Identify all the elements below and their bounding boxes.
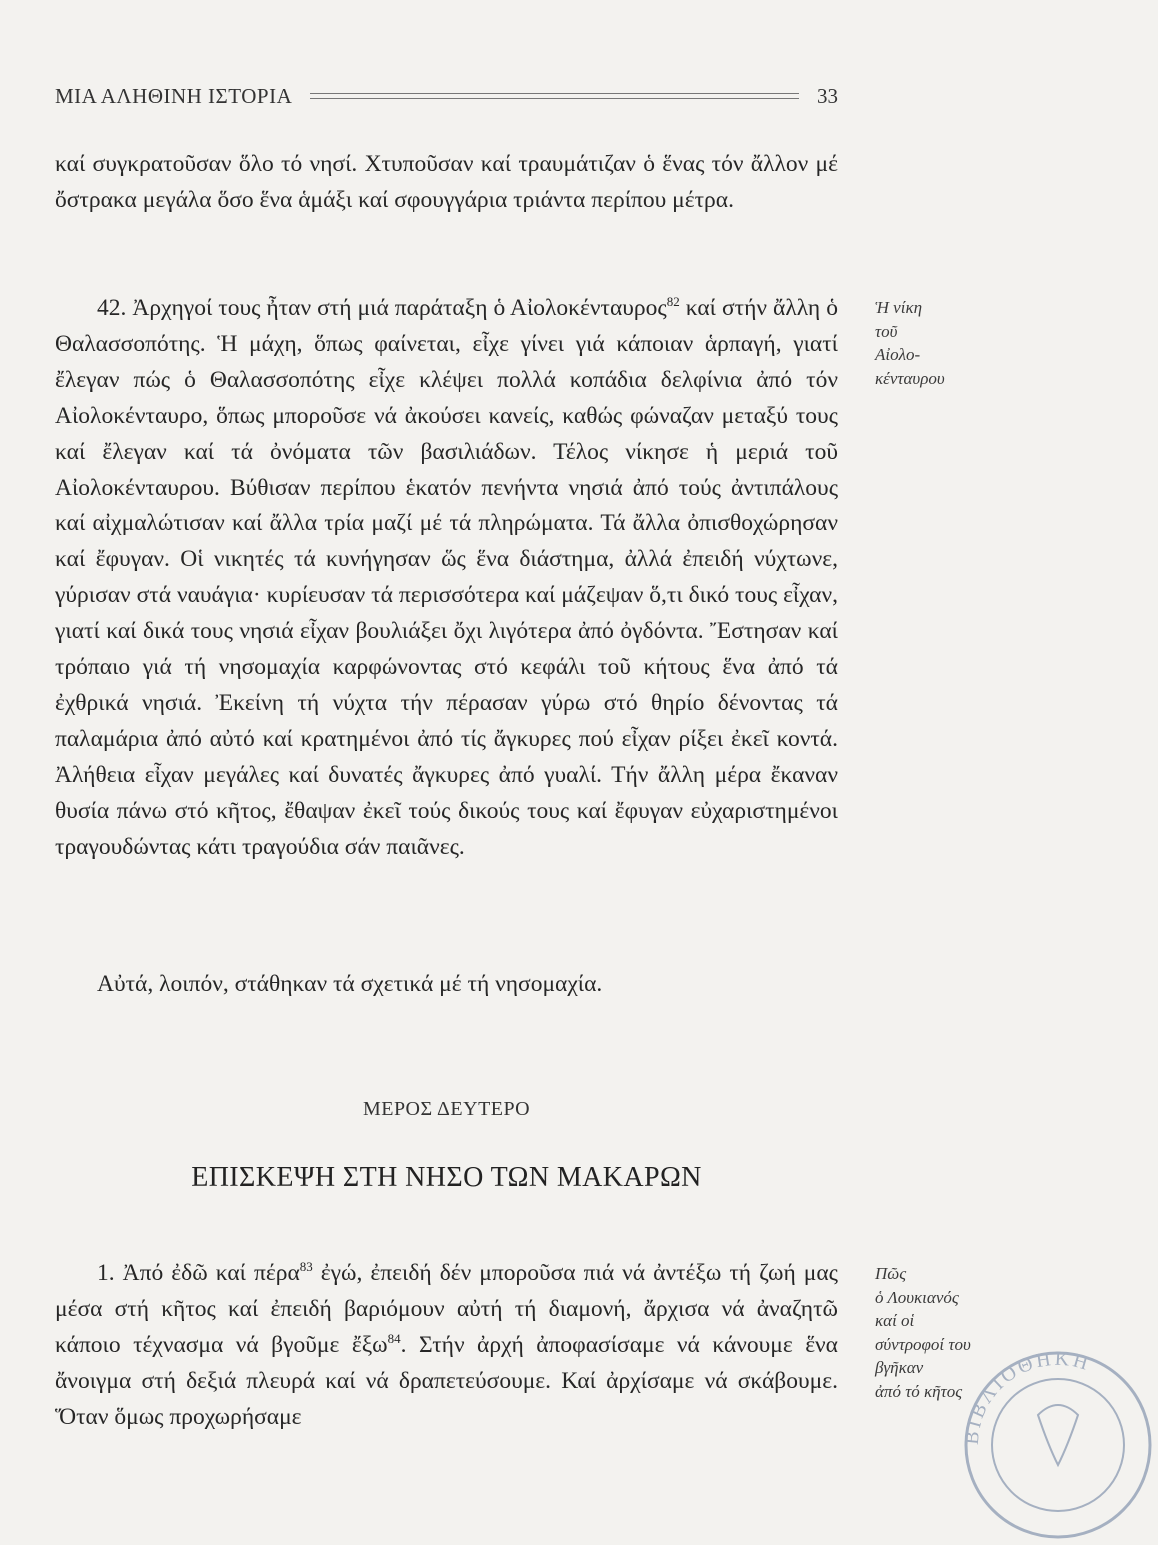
paragraph-closing-text: Αὐτά, λοιπόν, στάθηκαν τά σχετικά μέ τή νησομαχία. (97, 971, 603, 997)
section-title: ΕΠΙΣΚΕΨΗ ΣΤΗ ΝΗΣΟ ΤΩΝ ΜΑΚΑΡΩΝ (191, 1162, 702, 1193)
paragraph-1 (55, 1256, 838, 1436)
margin-note-line: βγῆκαν (875, 1358, 924, 1377)
section-label: ΜΕΡΟΣ ΔΕΥΤΕΡΟ (362, 1098, 531, 1120)
margin-note-line: Ἡ νίκη (875, 298, 923, 317)
footnote-ref-83: 83 (299, 1259, 313, 1275)
margin-note-line: κένταυρου (875, 368, 945, 388)
paragraph-42-start: 42. Ἀρχηγοί τους ἦταν στή μιά παράταξη ὁ Αἰολοκένταυρος (97, 295, 667, 321)
paragraph-1-mid: ἐγώ, ἐπειδή δέν μποροῦσα πιά νά ἀντέξω τή ζωή μας μέσα στή κῆτος καί ἐπειδή βαριόμουν αὐτή τή διαμονή, ἄρχισα νά ἀναζητῶ κάποιο τέχνασμα νά βγοῦμε ἔξω (55, 1260, 838, 1358)
margin-note-victory (875, 296, 1065, 390)
paragraph-closing (55, 967, 838, 1003)
page-header (55, 80, 838, 112)
footnote-ref-84: 84 (387, 1330, 401, 1346)
paragraph-42 (55, 291, 838, 866)
margin-note-line: ὁ Λουκιανός (875, 1287, 959, 1307)
margin-note-line: σύντροφοί του (875, 1334, 971, 1354)
paragraph-42-rest: καί στήν ἄλλη ὁ Θαλασσοπότης. Ἡ μάχη, ὅπως φαίνεται, εἶχε γίνει γιά κάποιαν ἁρπαγή, γιατί ἔλεγαν πώς ὁ Θαλασσοπότης εἶχε κλέψει πολλά κοπάδια δελφίνια ἀπό τόν Αἰολοκένταυρο, ὅπως μποροῦσε νά ἀκούσει κανείς, καθώς φώναζαν μεταξύ τους καί ἔλεγαν καί τά ὀνόματα τῶν βασιλιάδων. Τέλος νίκησε ἡ μεριά τοῦ Αἰολοκένταυρου. Βύθισαν περίπου ἑκατόν πενήντα νησιά ἀπό τούς ἀντιπάλους καί αἰχμαλώτισαν καί ἄλλα τρία μαζί μέ τά πληρώματα. Τά ἄλλα ὀπισθοχώρησαν καί ἔφυγαν. Οἱ νικητές τά κυνήγησαν ὥς ἕνα διάστημα, ἀλλά ἐπειδή νύχτωνε, γύρισαν στά ναυάγια· κυρίευσαν τά περισσότερα καί μάζεψαν ὅ,τι δικό τους εἶχαν, γιατί καί δικά τους νησιά εἶχαν βουλιάξει ὄχι λιγότερα ἀπό ὀγδόντα. Ἔστησαν καί τρόπαιο γιά τή νησομαχία καρφώνοντας στό κεφάλι τοῦ κήτους ἕνα ἀπό τά ἐχθρικά νησιά. Ἐκείνη τή νύχτα τήν πέρασαν γύρω στό θηρίο δένοντας τά παλαμάρια ἀπό αὐτό καί κρατημένοι ἀπό τίς ἄγκυρες πού εἶχαν ρίξει ἐκεῖ κοντά. Ἀλήθεια εἶχαν μεγάλες καί δυνατές ἄγκυρες ἀπό γυαλί. Τήν ἄλλη μέρα ἔκαναν θυσία πάνω στό κῆτος, ἔθαψαν ἐκεῖ τούς δικούς τους καί ἔφυγαν εὐχαριστημένοι τραγουδώντας κάτι τραγούδια σάν παιᾶνες. (55, 295, 838, 860)
library-stamp (958, 1345, 1158, 1545)
running-title: ΜΙΑ ΑΛΗΘΙΝΗ ΙΣΤΟΡΙΑ (55, 83, 293, 108)
paragraph-1-start: 1. Ἀπό ἐδῶ καί πέρα (97, 1260, 300, 1286)
margin-note-line: τοῦ (875, 321, 898, 341)
stamp-text: ΒΙΒΛΙΟΘΗΚΗ (960, 1347, 1094, 1446)
margin-note-line: Αἰολο- (875, 345, 921, 364)
margin-note-line: ἀπό τό κῆτος (875, 1381, 963, 1401)
page-number: 33 (817, 83, 838, 108)
footnote-ref-82: 82 (666, 294, 680, 310)
paragraph-continuation: καί συγκρατοῦσαν ὅλο τό νησί. Χτυποῦσαν καί τραυμάτιζαν ὁ ἕνας τόν ἄλλον μέ ὄστρακα μεγάλα ὅσο ἕνα ἁμάξι καί σφουγγάρια τριάντα περίπου μέτρα. (55, 151, 838, 213)
header-rule (310, 93, 799, 99)
paragraph-1-rest: . Στήν ἀρχή ἀποφασίσαμε νά κάνουμε ἕνα ἄνοιγμα στή δεξιά πλευρά καί νά δραπετεύσουμε. Καί ἀρχίσαμε νά σκάβουμε. Ὅταν ὅμως προχωρήσαμε (55, 1331, 838, 1430)
stamp-emblem-icon (1038, 1405, 1078, 1465)
margin-note-line: καί οἱ (875, 1311, 915, 1330)
margin-note-line: Πῶς (875, 1264, 907, 1283)
